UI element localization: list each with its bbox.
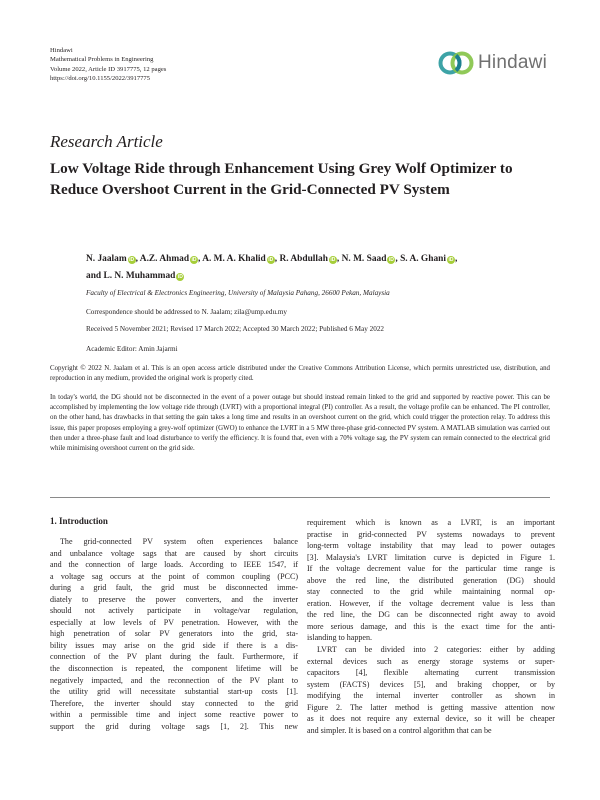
logo-wordmark: Hindawi: [478, 52, 547, 73]
publisher-name: Hindawi: [50, 47, 73, 54]
orcid-icon[interactable]: iD: [388, 257, 394, 263]
academic-editor: Academic Editor: Amin Jajarmi: [86, 345, 178, 353]
text-line: bility issues may arise on the grid side if there is a dis-: [50, 640, 298, 650]
text-line: support the grid during voltage sags [1, 2]. This new: [50, 721, 298, 731]
text-line: diately to preserve the power converters, and the inverter: [50, 594, 298, 604]
text-line: especially at low levels of PV penetration. However, with the: [50, 617, 298, 627]
text-line: connection of the PV plant during the fault. Furthermore, if: [50, 652, 298, 662]
text-line: negatively impacted, and the reconnection of the PV plant to: [50, 675, 298, 685]
text-line: above the red line, the distributed generation (DG) should: [307, 575, 555, 585]
publication-dates: Received 5 November 2021; Revised 17 March 2022; Accepted 30 March 2022; Published 6 May 2022: [86, 325, 385, 333]
text-line: the utility grid will necessitate substantial start-up costs [1].: [50, 687, 298, 697]
text-line: within a permissible time and inject some reactive power to: [50, 710, 298, 720]
text-line: If the voltage decrement value for the particular time range is: [307, 564, 555, 574]
text-line: Therefore, the inverter should stay connected to the grid: [50, 698, 298, 708]
text-line: eration. However, if the voltage decrement value is less than: [307, 598, 555, 608]
journal-name: Mathematical Problems in Engineering: [50, 56, 154, 64]
article-type: Research Article: [50, 132, 163, 151]
author-name[interactable]: N. M. Saad: [341, 254, 387, 264]
text-line: The grid-connected PV system often experiences balance: [60, 537, 298, 546]
author-name[interactable]: R. Abdullah: [279, 254, 328, 264]
text-line: the disconnection is repeated, the component lifetime will be: [50, 664, 298, 674]
author-name[interactable]: S. A. Ghani: [400, 254, 446, 264]
hindawi-logo: [437, 50, 555, 78]
abstract-text: In today's world, the DG should not be disconnected in the event of a power outage but should instead remain linked to the grid and supported by reactive power. This can be accomplished by implementing the low voltage ride through (LVRT) with a proportional integral (PI) controller. As a result, the voltage profile can be enhanced. The PI controller, on the other hand, has drawbacks in that setting the gain takes a long time and results in an overshoot current on the grid, which could trigger the protection relay. To address this issue, this paper proposes employing a grey-wolf optimizer (GWO) to enhance the LVRT in a 5 MW three-phase grid-connected PV system. A MATLAB simulation was carried out then under a three-phase fault and load disturbance to verify the efficiency. It is found that, even with a 70% voltage sag, the PV system can remain connected to the electrical grid while minimising overshoot current on the grid side.: [50, 394, 550, 453]
volume-info: Volume 2022, Article ID 3917775, 12 pages: [50, 65, 167, 73]
text-line: modifying the internal inverter controller as shown in: [307, 691, 555, 701]
orcid-icon[interactable]: iD: [129, 257, 135, 263]
text-line: islanding to happen.: [307, 633, 373, 643]
author-name[interactable]: and L. N. Muhammad: [86, 270, 176, 281]
author-name[interactable]: N. Jaalam: [86, 254, 127, 264]
journal-meta: [50, 46, 330, 83]
author-list: N. Jaalam iD , A.Z. Ahmad iD , A. M. A. Khalid iD , R. Abdullah iD , N. M. Saad iD , S. A. Ghani iD , and L. N. Muhammad iD: [86, 254, 458, 281]
text-line: capacitors [4], flexible alternating current transmission: [307, 668, 555, 678]
orcid-icon[interactable]: iD: [448, 257, 454, 263]
text-line: during a grid fault, the grid must be disconnected imme-: [50, 583, 298, 593]
text-line: system (FACTS) devices [5], and braking chopper, or by: [307, 679, 555, 689]
text-line: requirement which is known as a LVRT, is an important: [307, 518, 555, 527]
text-line: long-term voltage instability that may lead to power outages: [307, 541, 555, 551]
text-line: high penetration of solar PV generators into the grid, sta-: [50, 629, 298, 639]
text-line: as it does not require any external device, so it will be cheaper: [307, 714, 555, 724]
author-name[interactable]: A. M. A. Khalid: [202, 254, 266, 264]
affiliation: Faculty of Electrical & Electronics Engineering, University of Malaysia Pahang, 26600 Pekan, Malaysia: [86, 289, 390, 297]
text-line: stay connected to the grid while maintaining normal op-: [307, 587, 555, 597]
right-column: [307, 517, 555, 736]
section-heading: 1. Introduction: [50, 516, 108, 526]
hindawi-logo-icon: [437, 50, 477, 76]
article-title: Low Voltage Ride through Enhancement Using Grey Wolf Optimizer to Reduce Overshoot Current in the Grid-Connected PV System: [50, 160, 513, 198]
text-line: LVRT can be divided into 2 categories: either by adding: [317, 645, 555, 655]
doi-link[interactable]: https://doi.org/10.1155/2022/3917775: [50, 74, 151, 82]
copyright-notice: [50, 364, 550, 384]
left-column: [50, 515, 298, 732]
text-line: should not actively participate in voltage/var regulation,: [50, 606, 298, 616]
section-divider: [50, 497, 550, 498]
text-line: and unbalance voltage sags that are caused by short circuits: [50, 548, 298, 558]
text-line: Figure 2. The latter method is getting massive attention now: [307, 702, 555, 712]
text-line: practise in grid-connected PV systems nowadays to prevent: [307, 529, 555, 539]
text-line: and simpler. It is based on a control algorithm that can be: [307, 725, 492, 735]
text-line: a voltage sag occurs at the point of common coupling (PCC): [50, 571, 298, 581]
correspondence: Correspondence should be addressed to N. Jaalam; zila@ump.edu.my: [86, 308, 288, 316]
orcid-icon[interactable]: iD: [177, 273, 183, 280]
right-column-text: [307, 517, 555, 736]
text-line: external devices such as energy storage systems or super-: [307, 656, 555, 666]
abstract: [50, 393, 550, 454]
orcid-icon[interactable]: iD: [191, 257, 197, 263]
text-line: [3]. Malaysia's LVRT limitation curve is depicted in Figure 1.: [307, 552, 555, 562]
author-name[interactable]: A.Z. Ahmad: [139, 254, 190, 264]
left-column-text: [50, 536, 298, 732]
copyright-text: Copyright © 2022 N. Jaalam et al. This is an open access article distributed under the Creative Commons Attribution License, which permits unrestricted use, distribution, and reproduction in any medium, provided the original work is properly cited.: [50, 365, 550, 383]
text-line: more serious damage, and this is the exact time for the anti-: [307, 621, 555, 631]
text-line: and the connection of large loads. According to IEEE 1547, if: [50, 560, 298, 570]
orcid-icon[interactable]: iD: [330, 257, 336, 263]
text-line: the red line, the DG can be disconnected right away to avoid: [307, 610, 555, 620]
orcid-icon[interactable]: iD: [268, 257, 274, 263]
